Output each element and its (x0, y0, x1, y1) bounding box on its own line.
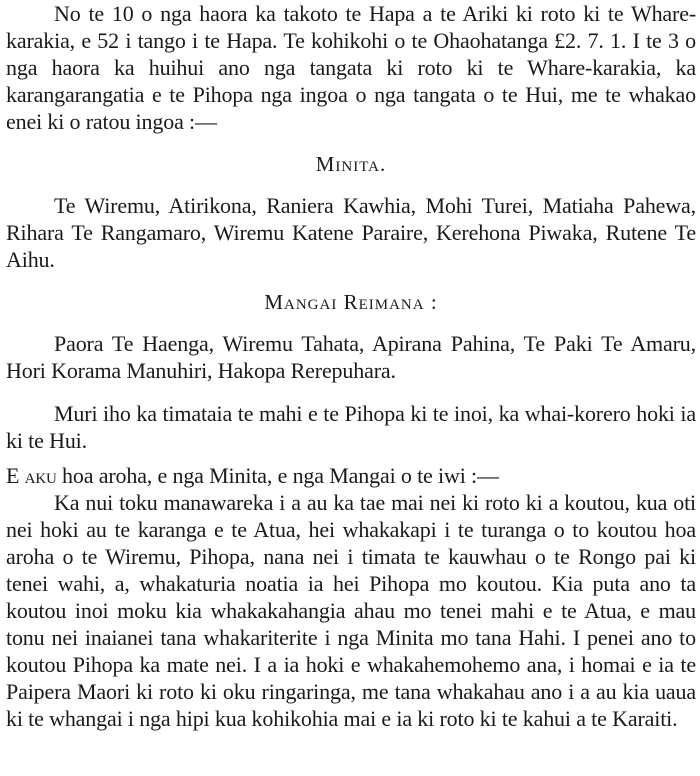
minita-names-paragraph: Te Wiremu, Atirikona, Raniera Kawhia, Mohi Turei, Matiaha Pahewa, Rihara Te Rangamaro, Wiremu Katene Paraire, Kerehona Piwaka, Rutene Te Aihu. (6, 193, 696, 272)
mangai-heading: Mangai Reimana : (264, 290, 438, 314)
minita-heading: Minita. (315, 152, 387, 176)
muri-paragraph: Muri iho ka timataia te mahi e te Pihopa ki te inoi, ka whai-korero hoki ia ki te Hui. (6, 401, 696, 453)
document-page (6, 0, 696, 732)
speech-paragraph: Ka nui toku manawareka i a au ka tae mai nei ki roto ki a koutou, kua oti nei hoki au te karanga e te Atua, hei whakakapi i te turanga o to koutou hoa aroha o te Wiremu, Pihopa, nana nei i timata te kauwhau o te Rongo pai ki tenei wahi, a, whakaturia noatia ia hei Pihopa mo koutou. Kia puta ano ta koutou inoi moku kia whakakahangia ahau mo tenei mahi e te Atua, e mau tonu nei inaianei tana whakariterite i nga Minita mo tana Hahi. I penei ano to koutou Pihopa ka mate nei. I a ia hoki e whakahemohemo ana, i homai e ia te Paipera Maori ki roto ki oku ringaringa, me tana whakahau ano i a au kia uaua ki te whangai i nga hipi kua kohikohia mai e ia ki roto ki te kahui a te Karaiti. (6, 490, 696, 731)
address-line (6, 462, 696, 489)
intro-paragraph: No te 10 o nga haora ka takoto te Hapa a te Ariki ki roto ki te Whare-karakia, e 52 i tango i te Hapa. Te kohikohi o te Ohaohatanga £2. 7. 1. I te 3 o nga haora ka huihui ano nga tangata ki roto ki te Whare-karakia, ka karangarangatia e te Pihopa nga ingoa o nga tangata o te Hui, me te whakao enei ki o ratou ingoa :— (6, 1, 696, 134)
address-rest: hoa aroha, e nga Minita, e nga Mangai o te iwi :— (56, 463, 499, 488)
address-lead: E aku (6, 463, 57, 488)
mangai-names-paragraph: Paora Te Haenga, Wiremu Tahata, Apirana Pahina, Te Paki Te Amaru, Hori Korama Manuhiri, Hakopa Rerepuhara. (6, 331, 696, 383)
